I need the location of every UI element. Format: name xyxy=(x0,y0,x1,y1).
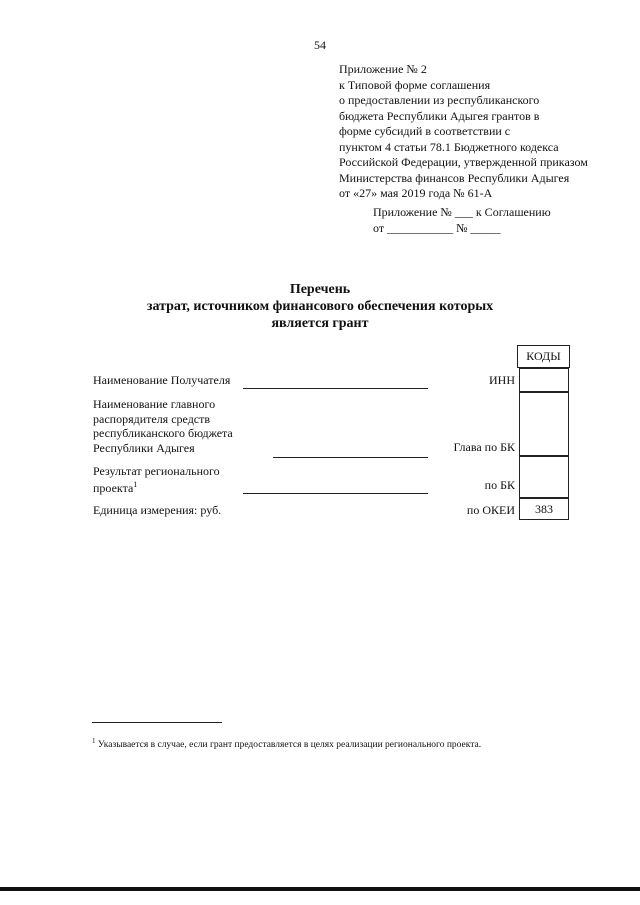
manager-label-line: распорядителя средств xyxy=(93,411,211,426)
regional-project-label-line1: Результат регионального xyxy=(93,464,220,478)
recipient-label: Наименование Получателя xyxy=(93,373,231,387)
header-line: Приложение № 2 xyxy=(339,62,427,76)
regional-project-field-line[interactable] xyxy=(243,493,428,494)
okei-label: по ОКЕИ xyxy=(466,503,515,517)
inn-label: ИНН xyxy=(489,373,515,387)
chapter-bk-label: Глава по БК xyxy=(453,440,515,454)
footnote-mark: 1 xyxy=(92,737,96,745)
document-title: Перечень xyxy=(289,282,351,297)
manager-label-line: республиканского бюджета xyxy=(93,426,233,440)
page-number: 54 xyxy=(314,38,326,52)
recipient-field-line[interactable] xyxy=(243,388,428,389)
header-line: пунктом 4 статьи 78.1 Бюджетного кодекса xyxy=(339,139,559,154)
bk-code-cell[interactable] xyxy=(519,456,569,498)
regional-project-label-line2 xyxy=(93,478,137,495)
header-line: о предоставлении из республиканского xyxy=(339,93,540,107)
codes-header: КОДЫ xyxy=(517,345,570,368)
regional-project-label-text: проекта xyxy=(93,481,134,495)
manager-label-line: Республики Адыгея xyxy=(93,440,195,455)
budget-manager-field-line[interactable] xyxy=(273,457,428,458)
manager-label-line: Наименование главного xyxy=(93,397,216,411)
chapter-bk-code-cell[interactable] xyxy=(519,392,569,456)
scan-edge-bar xyxy=(0,887,640,891)
header-line: Российской Федерации, утвержденной приказом xyxy=(339,155,588,169)
bk-label: по БК xyxy=(484,478,515,492)
unit-label: Единица измерения: руб. xyxy=(93,503,222,517)
agreement-appendix-reference xyxy=(373,205,551,236)
header-line: Министерства финансов Республики Адыгея xyxy=(339,170,570,185)
header-line: к Типовой форме соглашения xyxy=(339,77,491,92)
appendix-ref-line1: Приложение № ___ к Соглашению xyxy=(373,205,551,219)
footnote-marker: 1 xyxy=(133,480,138,489)
header-line: бюджета Республики Адыгея грантов в xyxy=(339,108,540,123)
header-line: от «27» мая 2019 года № 61-А xyxy=(339,186,493,200)
header-line: форме субсидий в соответствии с xyxy=(339,124,511,138)
footnote-separator xyxy=(92,722,222,723)
footnote-text: Указывается в случае, если грант предоставляется в целях реализации регионального проекта. xyxy=(97,740,482,751)
okei-code-cell: 383 xyxy=(519,498,569,520)
document-subtitle-2: является грант xyxy=(271,316,369,331)
inn-code-cell[interactable] xyxy=(519,368,569,392)
appendix-header xyxy=(339,62,639,202)
appendix-ref-line2: от ___________ № _____ xyxy=(373,220,501,235)
footnote xyxy=(92,737,481,750)
document-subtitle: затрат, источником финансового обеспечения которых xyxy=(146,299,494,314)
budget-manager-label xyxy=(93,397,233,455)
